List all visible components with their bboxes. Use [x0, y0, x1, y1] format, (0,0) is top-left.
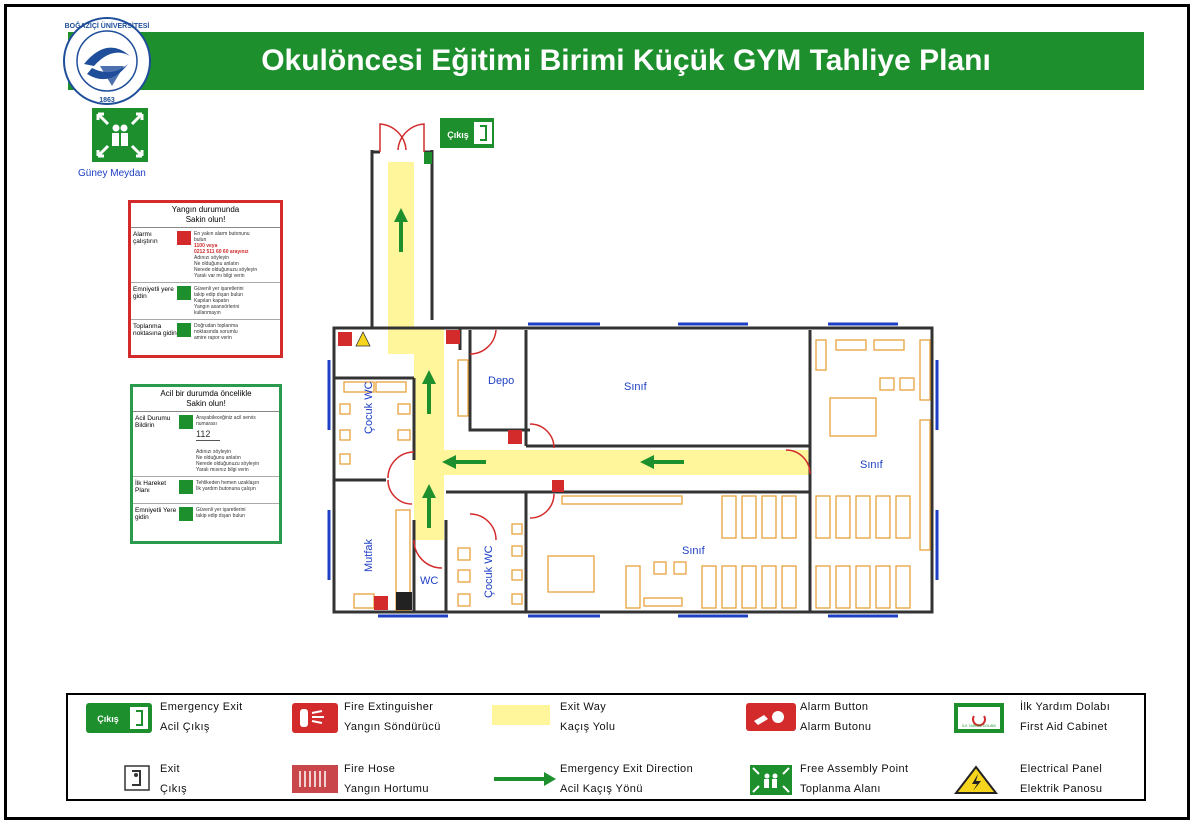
- legend-text: Electrical Panel: [1020, 763, 1103, 775]
- first-aid-sign-label: İLK YARDIM DOLABI: [962, 724, 996, 728]
- legend: [66, 693, 1146, 801]
- fire-row-label: Alarmı çalıştırın: [133, 231, 158, 245]
- legend-text: Yangın Söndürücü: [344, 721, 441, 733]
- emergency-row-text: Yaralı mısınız bilgi verin: [196, 467, 249, 473]
- legend-text: Kaçış Yolu: [560, 721, 616, 733]
- fire-extinguisher-icon: [292, 703, 338, 733]
- emergency-exit-icon: [86, 703, 152, 733]
- emergency-row-text: Tehlikeden hemen uzaklaşın: [196, 480, 260, 486]
- legend-text: Toplanma Alanı: [800, 783, 881, 795]
- legend-text: Elektrik Panosu: [1020, 783, 1103, 795]
- first-aid-cabinet-icon: [954, 703, 1004, 733]
- fire-row-label: Emniyetli yere gidin: [133, 286, 174, 300]
- fire-row-text: kullanmayın: [194, 310, 221, 316]
- fire-row-text: Yaralı var mı bilgi verin: [194, 273, 245, 279]
- legend-text: First Aid Cabinet: [1020, 721, 1108, 733]
- room-label-sinif: Sınıf: [624, 381, 647, 393]
- fire-row-text: Yangın asansörlerini: [194, 304, 240, 310]
- assembly-point-icon: [750, 765, 792, 795]
- logo-text: BOĞAZİÇİ ÜNİVERSİTESİ: [64, 23, 150, 30]
- exit-sign-label: Çıkış: [447, 130, 469, 140]
- electrical-panel-icon: [954, 765, 998, 795]
- emergency-panel-subheading: Sakin olun!: [186, 399, 226, 408]
- emergency-row-text: takip edip dışarı bulun: [196, 513, 245, 519]
- legend-text: Alarm Butonu: [800, 721, 872, 733]
- legend-text: Free Assembly Point: [800, 763, 909, 775]
- legend-exit-sign-label: Çıkış: [97, 714, 119, 724]
- emergency-row-label: Acil Durumu Bildirin: [135, 415, 171, 429]
- page-title: Okulöncesi Eğitimi Birimi Küçük GYM Tahliye Planı: [68, 32, 1144, 90]
- legend-text: Emergency Exit: [160, 701, 243, 713]
- legend-text: Exit Way: [560, 701, 607, 713]
- legend-text: Yangın Hortumu: [344, 783, 429, 795]
- fire-panel-heading: Yangın durumunda: [171, 205, 240, 214]
- exit-way-swatch: [492, 705, 550, 725]
- exit-sign: [440, 118, 494, 148]
- fire-hose-icon: [292, 765, 338, 793]
- fire-row-text: Nerede olduğunuzu söyleyin: [194, 267, 258, 273]
- exit-icon: [124, 765, 150, 791]
- legend-text: Acil Çıkış: [160, 721, 210, 733]
- fire-row-text: Adınızı söyleyin: [194, 255, 230, 261]
- emergency-row-text: Arayabileceğiniz acil servis: [196, 415, 256, 421]
- emergency-number: 112: [196, 429, 220, 441]
- fire-row-text: Kapıları kapatın: [194, 298, 230, 304]
- room-label-sinif: Sınıf: [860, 459, 883, 471]
- fire-row-text: Doğrudan toplanma: [194, 323, 238, 329]
- room-label-depo: Depo: [488, 375, 515, 387]
- fire-row-text: Güvenli yer işaretlerini: [194, 286, 244, 292]
- emergency-row-text: İlk yardım butonuna çalışın: [196, 486, 256, 492]
- fire-row-text: Ne olduğunu anlatın: [194, 261, 239, 267]
- exit-direction-arrow-icon: [492, 771, 558, 787]
- emergency-row-text: Adınızı söyleyin: [196, 449, 232, 455]
- fire-row-text: takip edip dışarı bulun: [194, 292, 243, 298]
- legend-text: Çıkış: [160, 783, 188, 795]
- emergency-row-text: Nerede olduğunuzu söyleyin: [196, 461, 260, 467]
- logo-year: 1863: [99, 97, 115, 104]
- assembly-label: Güney Meydan: [78, 168, 146, 179]
- room-label-mutfak: Mutfak: [363, 538, 375, 572]
- alarm-button-icon: [746, 703, 796, 731]
- legend-text: Alarm Button: [800, 701, 869, 713]
- fire-row-label: Toplanma noktasına gidin: [133, 323, 177, 337]
- room-label-wc: WC: [420, 575, 439, 587]
- emergency-panel-heading: Acil bir durumda öncelikle: [160, 389, 252, 398]
- fire-row-text: 1100 veya: [194, 243, 218, 249]
- room-label-cocuk-wc: Çocuk WC: [483, 545, 495, 598]
- fire-row-text: bulun: [194, 237, 207, 243]
- legend-text: Fire Hose: [344, 763, 396, 775]
- legend-text: Emergency Exit Direction: [560, 763, 694, 775]
- fire-row-text: En yakın alarm butonunu: [194, 231, 250, 237]
- room-label-sinif: Sınıf: [682, 545, 705, 557]
- fire-row-text: amire rapor verin: [194, 335, 232, 341]
- legend-text: Fire Extinguisher: [344, 701, 434, 713]
- emergency-row-label: İlk Hareket Planı: [135, 480, 167, 494]
- fire-row-text: 0212 511 60 60 arayınız: [194, 249, 249, 255]
- legend-text: İlk Yardım Dolabı: [1020, 701, 1111, 713]
- exit-way: [388, 162, 810, 540]
- fire-panel-subheading: Sakin olun!: [185, 215, 226, 224]
- doors: [380, 124, 810, 568]
- emergency-row-text: Güvenli yer işaretlerini: [196, 507, 246, 513]
- legend-text: Exit: [160, 763, 180, 775]
- emergency-row-text: Ne olduğunu anlatın: [196, 455, 241, 461]
- fire-row-text: noktasında sorumlu: [194, 329, 238, 335]
- room-label-cocuk-wc: Çocuk WC: [363, 381, 375, 434]
- legend-text: Acil Kaçış Yönü: [560, 783, 643, 795]
- emergency-row-text: numarası: [196, 421, 217, 427]
- emergency-row-label: Emniyetli Yere gidin: [135, 507, 177, 521]
